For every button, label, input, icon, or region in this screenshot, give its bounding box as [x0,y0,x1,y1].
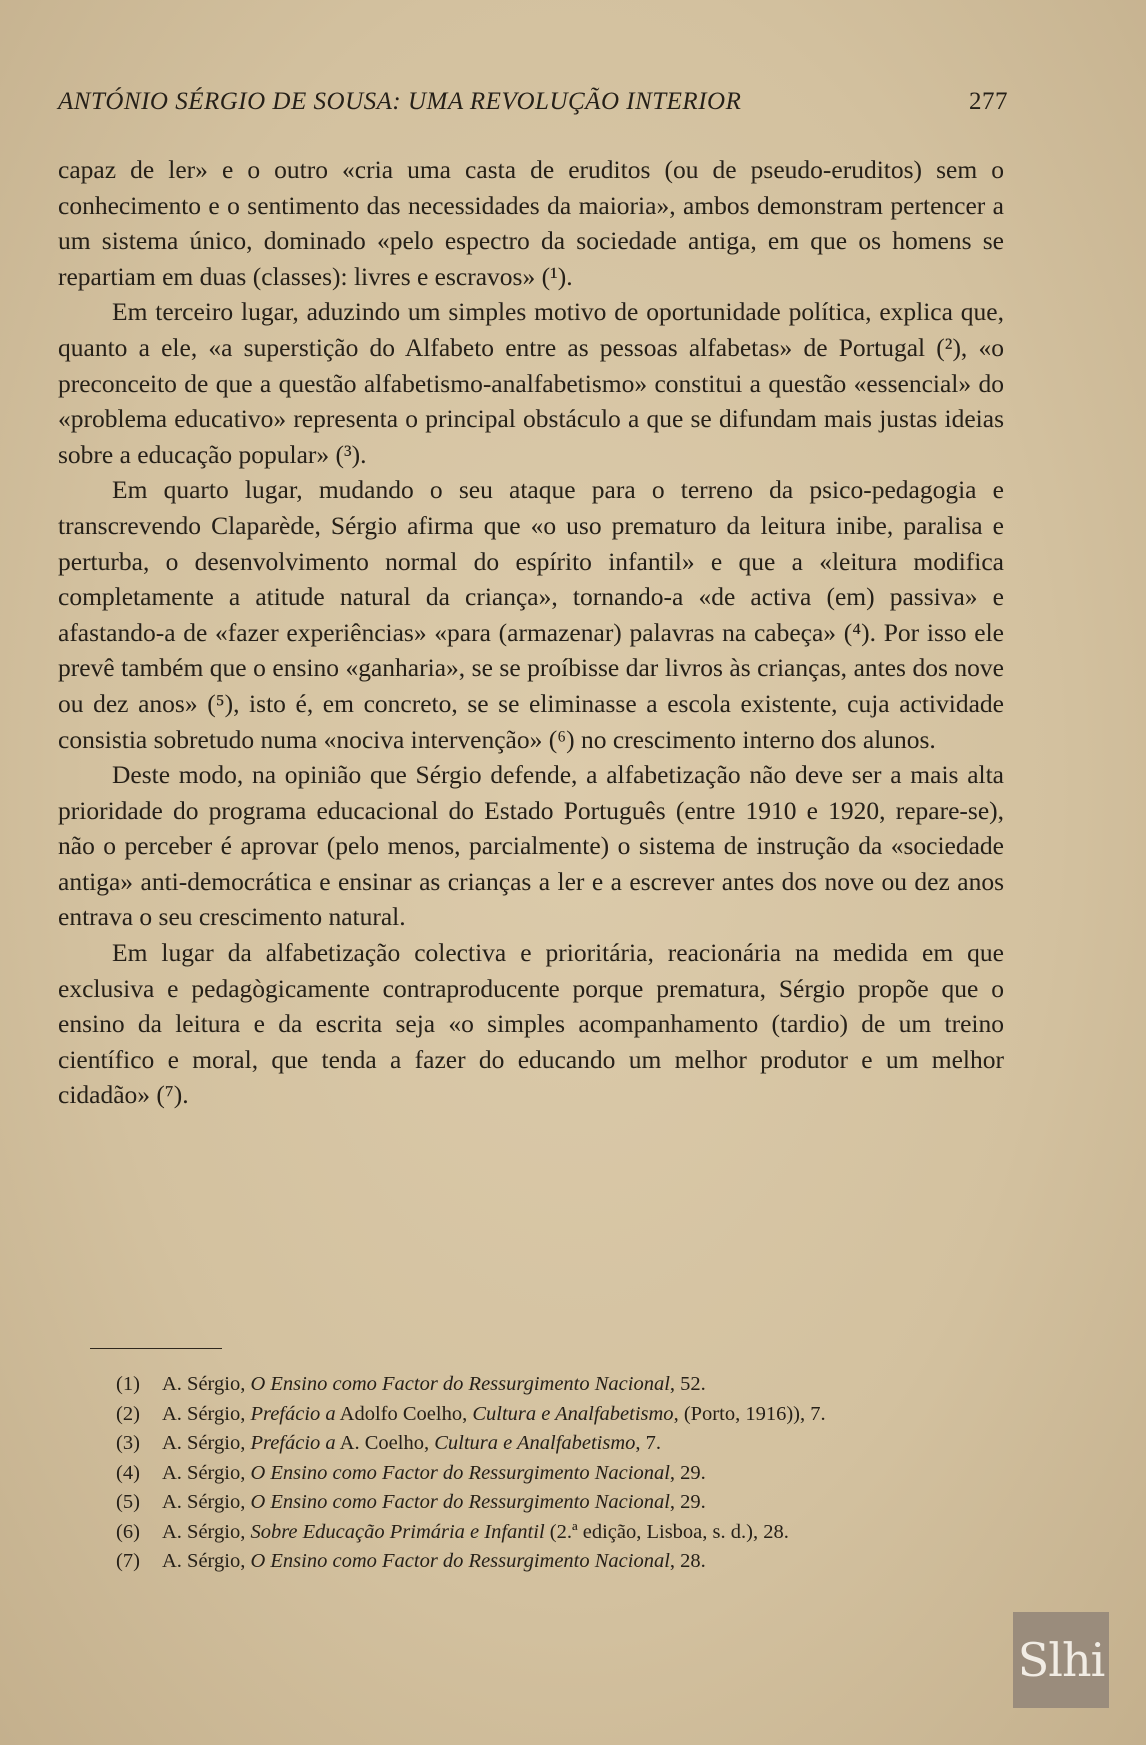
footnote-number: (1) [116,1373,140,1395]
footnote-detail: Adolfo Coelho, [335,1402,473,1425]
footnote-number: (3) [116,1432,140,1454]
footnote-author: A. Sérgio, [162,1432,251,1454]
footnote-work-title: O Ensino como Factor do Ressurgimento Nacional [250,1491,670,1513]
footnote-author: A. Sérgio, [162,1550,251,1572]
footnote-work-title-2: Cultura e Analfabetismo [434,1432,636,1454]
paragraph-5: Em lugar da alfabetização colectiva e prioritária, reacionária na medida em que exclusiva e pedagògicamente contraproducente porque prematura, Sérgio propõe que o ensino da leitura e da escrita seja «o simples acompanhamento (tardio) de um treino científico e moral, que tenda a fazer do educando um melhor produtor e um melhor cidadão» (⁷). [58,938,1004,1110]
footnote-work-title: O Ensino como Factor do Ressurgimento Nacional [250,1373,670,1395]
footnote-number: (5) [116,1491,140,1513]
paragraph-3: Em quarto lugar, mudando o seu ataque para o terreno da psico-pedagogia e transcrevendo Claparède, Sérgio afirma que «o uso prematuro da leitura inibe, paralisa e perturba, o desenvolvimento normal do espírito infantil» e que a «leitura modifica completamente a atitude natural da criança», tornando-a «de activa (em) passiva» e afastando-a de «fazer experiências» «para (armazenar) palavras na cabeça» (⁴). Por isso ele prevê também que o ensino «ganharia», se se proíbisse dar livros às crianças, antes dos nove ou dez anos» (⁵), isto é, em concreto, se se eliminasse a escola existente, cuja actividade consistia sobretudo numa «nociva intervenção» (⁶) no crescimento interno dos alunos. [58,475,1004,754]
footnote-number: (2) [116,1402,140,1425]
running-title: ANTÓNIO SÉRGIO DE SOUSA: UMA REVOLUÇÃO INTERIOR [58,88,742,115]
paragraph-1: capaz de ler» e o outro «cria uma casta de eruditos (ou de pseudo-eruditos) sem o conhecimento e o sentimento das necessidades da maioria», ambos demonstram pertencer a um sistema único, dominado «pelo espectro da sociedade antiga, em que os homens se repartiam em duas (classes): livres e escravos» (¹). [58,155,1004,291]
footnote-author: A. Sérgio, [162,1461,251,1484]
footnote-detail: , 28. [669,1550,706,1572]
body-text [58,152,1004,1113]
footnote-number: (7) [116,1550,140,1572]
footnote-author: A. Sérgio, [162,1520,251,1543]
running-head [58,88,1008,116]
paragraph-4: Deste modo, na opinião que Sérgio defende, a alfabetização não deve ser a mais alta prioridade do programa educacional do Estado Português (entre 1910 e 1920, repare-se), não o perceber é aprovar (pelo menos, parcialmente) o sistema de instrução da «sociedade antiga» anti-democrática e ensinar as crianças a ler e a escrever antes dos nove ou dez anos entrava o seu crescimento natural. [58,760,1004,932]
paragraph-2: Em terceiro lugar, aduzindo um simples motivo de oportunidade política, explica que, quanto a ele, «a superstição do Alfabeto entre as pessoas alfabetas» de Portugal (²), «o preconceito de que a questão alfabetismo-analfabetismo» constitui a questão «essencial» do «problema educativo» representa o principal obstáculo a que se difundam mais justas ideias sobre a educação popular» (³). [58,297,1004,469]
footnote-detail: , 29. [669,1491,706,1513]
footnote-2 [116,1400,1006,1430]
footnote-number: (4) [116,1461,140,1484]
footnote-7 [116,1547,1006,1577]
footnote-6 [116,1518,1006,1548]
footnotes [116,1370,1006,1577]
library-watermark-logo: Slhi [1013,1612,1109,1708]
footnote-number: (6) [116,1520,140,1543]
footnote-1 [116,1370,1006,1400]
footnote-work-title-2: Cultura e Analfabetismo [472,1402,674,1425]
footnote-5 [116,1488,1006,1518]
footnote-3 [116,1429,1006,1459]
footnote-work-title: Prefácio a [250,1432,336,1454]
footnote-detail: A. Coelho, [335,1432,435,1454]
footnote-work-title: O Ensino como Factor do Ressurgimento Nacional [250,1550,670,1572]
footnote-detail-2: , 7. [635,1432,662,1454]
footnote-author: A. Sérgio, [162,1491,251,1513]
footnote-author: A. Sérgio, [162,1373,251,1395]
footnote-work-title: Prefácio a [250,1402,336,1425]
footnote-4 [116,1459,1006,1489]
page-number: 277 [969,88,1008,115]
footnote-detail: , 29. [669,1461,706,1484]
footnote-detail: (2.ª edição, Lisboa, s. d.), 28. [544,1520,789,1543]
footnote-rule [90,1348,222,1349]
footnote-work-title: O Ensino como Factor do Ressurgimento Nacional [250,1461,670,1484]
footnote-detail: , 52. [669,1373,706,1395]
footnote-work-title: Sobre Educação Primária e Infantil [250,1520,545,1543]
footnote-author: A. Sérgio, [162,1402,251,1425]
footnote-detail-2: , (Porto, 1916)), 7. [673,1402,826,1425]
